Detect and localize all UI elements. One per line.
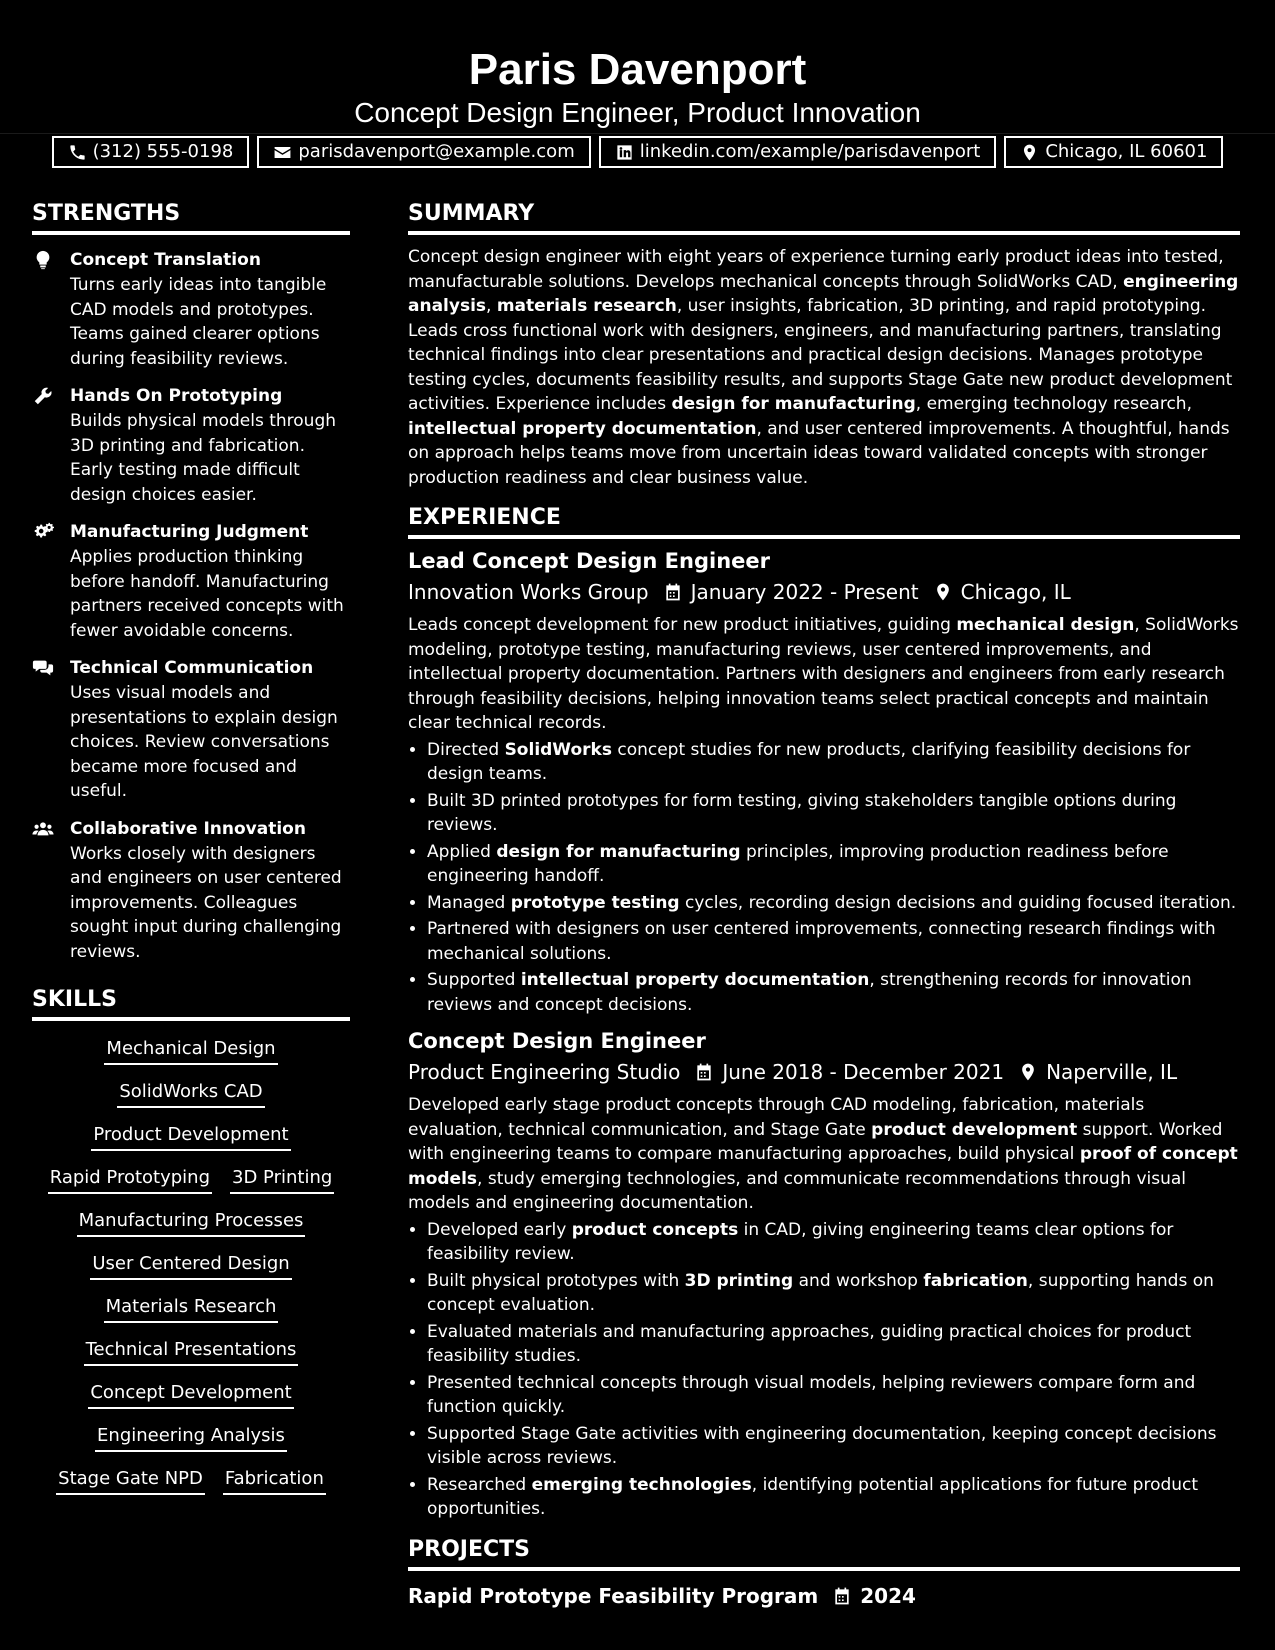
skill-tag: Mechanical Design: [104, 1035, 277, 1065]
strength-icon-wrap: [32, 519, 70, 643]
strength-title: Collaborative Innovation: [70, 818, 306, 839]
job-bullets: [408, 738, 1240, 1018]
skill-row: [32, 1336, 350, 1366]
skill-tag: 3D Printing: [230, 1164, 334, 1194]
job-entry: [408, 547, 1240, 1017]
job-description: Developed early stage product concepts through CAD modeling, fabrication, materials evaluation, technical communication, and Stage Gate product development support. Worked with engineering teams to compare manufacturing approaches, build physical proof of concept models, study emerging technologies, and communicate recommendations through visual models and engineering documentation.: [408, 1095, 1238, 1213]
contact-item[interactable]: [257, 136, 590, 168]
skill-row: [32, 1035, 350, 1065]
strength-title: Technical Communication: [70, 658, 314, 678]
job-bullet: • Partnered with designers on user centered improvements, connecting research findings with mechanical solutions.: [427, 917, 1240, 966]
job-bullet: • Managed prototype testing cycles, recording design decisions and guiding focused iteration.: [427, 891, 1240, 916]
job-meta: [408, 577, 1240, 607]
strength-item: [32, 816, 350, 965]
strength-title: Concept Translation: [70, 250, 261, 270]
contact-text: linkedin.com/example/parisdavenport: [639, 141, 981, 162]
resume-header: [0, 0, 1275, 162]
skill-tag: Technical Presentations: [84, 1336, 299, 1366]
job-bullet: • Built 3D printed prototypes for form testing, giving stakeholders tangible options during reviews.: [427, 789, 1240, 838]
job-bullet: • Researched emerging technologies, identifying potential applications for future product opportunities.: [427, 1473, 1240, 1522]
skill-tag: User Centered Design: [90, 1250, 291, 1280]
projects-list: [408, 1581, 1240, 1611]
skill-tag: Concept Development: [88, 1379, 293, 1409]
strength-item: [32, 519, 350, 643]
job-title: Lead Concept Design Engineer: [408, 549, 770, 573]
skills-list: [32, 1035, 350, 1495]
skill-tag: Engineering Analysis: [95, 1422, 287, 1452]
skill-row: [32, 1293, 350, 1323]
job-description: Leads concept development for new product initiatives, guiding mechanical design, SolidWorks modeling, prototype testing, manufacturing reviews, user centered improvements, and intellectual property documentation. Partners with designers and engineers from early research through feasibility decisions, helping innovation teams select practical concepts and maintain clear technical records.: [408, 615, 1239, 733]
contact-text: (312) 555-0198: [92, 141, 234, 162]
contact-bar: [0, 136, 1275, 168]
contact-text: Chicago, IL 60601: [1045, 141, 1208, 162]
job-company: Innovation Works Group: [408, 580, 649, 604]
strength-icon-wrap: [32, 247, 70, 371]
job-bullet: • Evaluated materials and manufacturing approaches, guiding practical choices for product feasibility studies.: [427, 1320, 1240, 1369]
left-column: [32, 200, 350, 1508]
job-dates: January 2022 - Present: [690, 580, 919, 604]
strength-title: Hands On Prototyping: [70, 386, 283, 406]
skill-row: [32, 1422, 350, 1452]
contact-item[interactable]: [599, 136, 997, 168]
job-bullet: • Directed SolidWorks concept studies for new products, clarifying feasibility decisions for design teams.: [427, 738, 1240, 787]
experience-list: [408, 547, 1240, 1522]
users-icon: [32, 818, 54, 840]
strength-description: Applies production thinking before handoff. Manufacturing partners received concepts with fewer avoidable concerns.: [70, 547, 344, 641]
chat-bubbles-icon: [32, 657, 54, 679]
experience-heading: EXPERIENCE: [408, 504, 1240, 539]
strengths-heading: STRENGTHS: [32, 200, 350, 235]
skill-row: [32, 1250, 350, 1280]
skill-tag: SolidWorks CAD: [117, 1078, 264, 1108]
map-pin-icon: [1018, 1062, 1038, 1082]
job-location: Naperville, IL: [1046, 1060, 1178, 1084]
skills-heading: SKILLS: [32, 986, 350, 1021]
candidate-title: Concept Design Engineer, Product Innovation: [354, 97, 921, 128]
skill-row: [32, 1379, 350, 1409]
skill-row: [32, 1465, 350, 1495]
job-bullet: • Developed early product concepts in CAD, giving engineering teams clear options for feasibility review.: [427, 1218, 1240, 1267]
strength-title: Manufacturing Judgment: [70, 522, 309, 542]
project-title: Rapid Prototype Feasibility Program: [408, 1583, 819, 1608]
job-company: Product Engineering Studio: [408, 1060, 681, 1084]
skill-tag: Stage Gate NPD: [56, 1465, 205, 1495]
skill-row: [32, 1207, 350, 1237]
strength-description: Builds physical models through 3D printing and fabrication. Early testing made difficult design choices easier.: [70, 411, 337, 505]
right-column: [408, 200, 1240, 1611]
skill-tag: Manufacturing Processes: [77, 1207, 306, 1237]
skill-row: [32, 1164, 350, 1194]
job-bullets: [408, 1218, 1240, 1522]
candidate-name: Paris Davenport: [468, 45, 807, 94]
skill-row: [32, 1078, 350, 1108]
skill-row: [32, 1121, 350, 1151]
contact-text: parisdavenport@example.com: [298, 141, 575, 162]
summary-text: Concept design engineer with eight years of experience turning early product ideas into tested, manufacturable solutions. Develops mechanical concepts through SolidWorks CAD, engineering analysis, materials research, user insights, fabrication, 3D printing, and rapid prototyping. Leads cross functional work with designers, engineers, and manufacturing partners, translating technical findings into clear presentations and practical design decisions. Manages prototype testing cycles, documents feasibility results, and supports Stage Gate new product development activities. Experience includes design for manufacturing, emerging technology research, intellectual property documentation, and user centered improvements. A thoughtful, hands on approach helps teams move from uncertain ideas toward validated concepts with stronger production readiness and clear business value.: [408, 247, 1239, 488]
strength-item: [32, 383, 350, 507]
contact-item[interactable]: [52, 136, 250, 168]
calendar-icon: [832, 1586, 852, 1606]
linkedin-icon: [615, 143, 634, 162]
skill-tag: Rapid Prototyping: [48, 1164, 212, 1194]
contact-item[interactable]: [1004, 136, 1223, 168]
calendar-icon: [663, 582, 683, 602]
calendar-icon: [694, 1062, 714, 1082]
strength-description: Turns early ideas into tangible CAD models and prototypes. Teams gained clearer options during feasibility reviews.: [70, 275, 327, 369]
lightbulb-icon: [32, 249, 54, 271]
strength-icon-wrap: [32, 816, 70, 965]
job-bullet: • Supported intellectual property documentation, strengthening records for innovation reviews and concept decisions.: [427, 968, 1240, 1017]
strength-icon-wrap: [32, 655, 70, 804]
map-pin-icon: [933, 582, 953, 602]
strength-icon-wrap: [32, 383, 70, 507]
envelope-icon: [273, 143, 292, 162]
skill-tag: Materials Research: [104, 1293, 279, 1323]
strength-item: [32, 655, 350, 804]
projects-heading: PROJECTS: [408, 1536, 1240, 1571]
project-year: 2024: [860, 1583, 916, 1608]
job-meta: [408, 1057, 1240, 1087]
job-bullet: • Built physical prototypes with 3D printing and workshop fabrication, supporting hands on concept evaluation.: [427, 1269, 1240, 1318]
job-entry: [408, 1027, 1240, 1522]
job-title: Concept Design Engineer: [408, 1029, 706, 1053]
project-entry: [408, 1581, 1240, 1611]
map-pin-icon: [1020, 143, 1039, 162]
strength-description: Works closely with designers and engineers on user centered improvements. Colleagues sought input during challenging reviews.: [70, 843, 342, 962]
job-bullet: • Presented technical concepts through visual models, helping reviewers compare form and function quickly.: [427, 1371, 1240, 1420]
skill-tag: Product Development: [91, 1121, 290, 1151]
job-location: Chicago, IL: [960, 580, 1071, 604]
wrench-icon: [32, 385, 54, 407]
job-bullet: • Supported Stage Gate activities with engineering documentation, keeping concept decisions visible across reviews.: [427, 1422, 1240, 1471]
job-dates: June 2018 - December 2021: [722, 1060, 1005, 1084]
strength-description: Uses visual models and presentations to explain design choices. Review conversations became more focused and useful.: [70, 683, 338, 801]
skill-tag: Fabrication: [223, 1465, 326, 1495]
job-bullet: • Applied design for manufacturing principles, improving production readiness before engineering handoff.: [427, 840, 1240, 889]
summary-heading: SUMMARY: [408, 200, 1240, 235]
strength-item: [32, 247, 350, 371]
phone-icon: [68, 143, 87, 162]
strengths-list: [32, 247, 350, 964]
gears-icon: [32, 521, 54, 543]
